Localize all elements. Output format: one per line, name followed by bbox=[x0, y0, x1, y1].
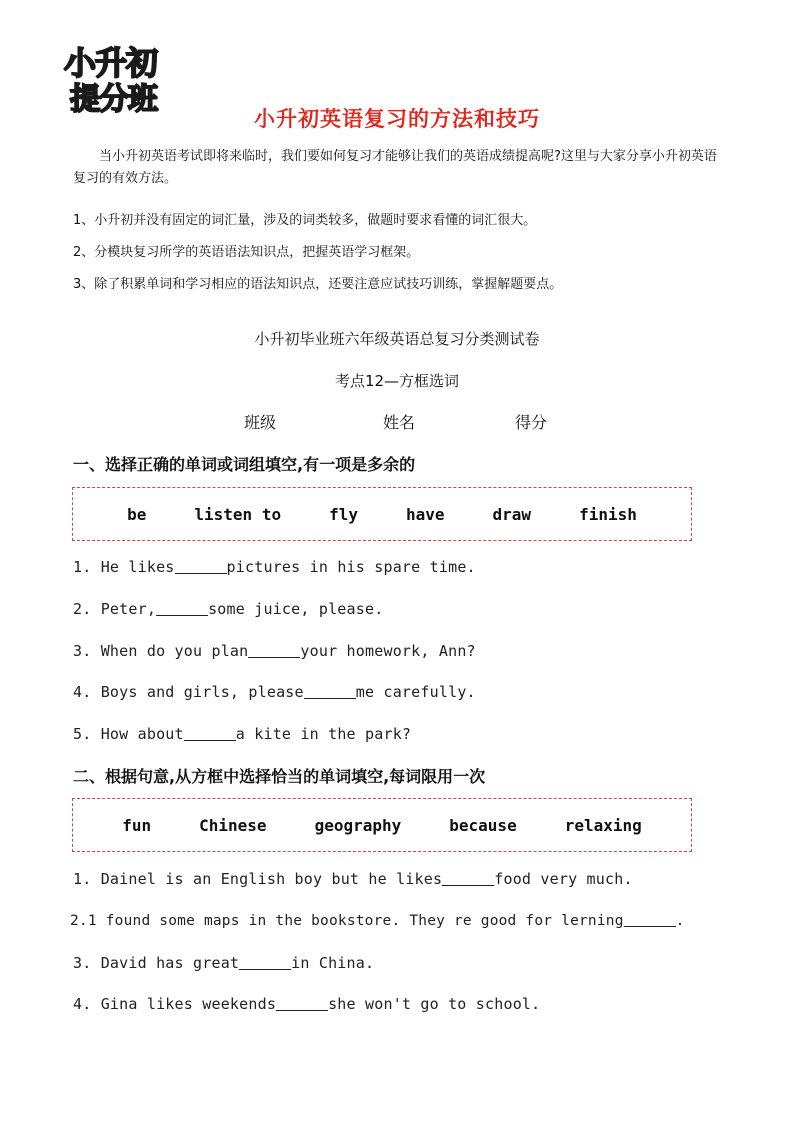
question-text: 4. Boys and girls, please bbox=[73, 683, 304, 701]
question bbox=[73, 725, 411, 743]
word-option: draw bbox=[492, 504, 532, 524]
word-option: Chinese bbox=[199, 815, 267, 835]
question-text: your homework, Ann? bbox=[300, 642, 476, 660]
answer-blank[interactable] bbox=[276, 996, 328, 1011]
question bbox=[73, 954, 374, 972]
answer-blank[interactable] bbox=[624, 912, 676, 927]
answer-blank[interactable] bbox=[442, 871, 494, 886]
question-text: 2.1 found some maps in the bookstore. They re good for lerning bbox=[70, 913, 624, 929]
tip-1: 1、小升初并没有固定的词汇量，涉及的词类较多，做题时要求看懂的词汇很大。 bbox=[73, 213, 537, 228]
question-text: food very much. bbox=[494, 870, 633, 888]
question-text: pictures in his spare time. bbox=[226, 558, 476, 576]
answer-blank[interactable] bbox=[239, 955, 291, 970]
question-text: 1. Dainel is an English boy but he likes bbox=[73, 870, 443, 888]
intro-paragraph: 当小升初英语考试即将来临时，我们要如何复习才能够让我们的英语成绩提高呢?这里与大家分享小升初英语复习的有效方法。 bbox=[73, 149, 717, 186]
answer-blank[interactable] bbox=[184, 726, 236, 741]
question-text: in China. bbox=[291, 954, 375, 972]
answer-blank[interactable] bbox=[175, 559, 227, 574]
word-option: geography bbox=[314, 815, 402, 835]
word-option: fun bbox=[122, 815, 152, 835]
question-text: . bbox=[675, 913, 685, 929]
section-2-heading: 二、根据句意,从方框中选择恰当的单词填空,每词限用一次 bbox=[73, 767, 486, 786]
answer-blank[interactable] bbox=[304, 684, 356, 699]
word-option: be bbox=[127, 504, 147, 524]
word-option: relaxing bbox=[564, 815, 642, 835]
question-text: 4. Gina likes weekends bbox=[73, 995, 277, 1013]
question bbox=[73, 642, 476, 660]
section-1-word-box bbox=[72, 487, 692, 541]
question-text: she won't go to school. bbox=[328, 995, 541, 1013]
section-1-heading: 一、选择正确的单词或词组填空,有一项是多余的 bbox=[73, 455, 416, 474]
question-text: 2. Peter, bbox=[73, 600, 157, 618]
word-option: listen to bbox=[194, 504, 282, 524]
question bbox=[73, 600, 383, 618]
question bbox=[73, 683, 476, 701]
word-option: because bbox=[449, 815, 517, 835]
test-topic: 考点12—方框选词 bbox=[334, 372, 460, 390]
tip-3: 3、除了积累单词和学习相应的语法知识点，还要注意应试技巧训练，掌握解题要点。 bbox=[73, 277, 563, 292]
section-2-word-box bbox=[72, 798, 692, 852]
question-text: 3. David has great bbox=[73, 954, 240, 972]
question bbox=[73, 995, 540, 1013]
word-option: have bbox=[406, 504, 445, 524]
tip-2: 2、分模块复习所学的英语语法知识点，把握英语学习框架。 bbox=[73, 245, 420, 260]
question-text: some juice, please. bbox=[208, 600, 384, 618]
question bbox=[70, 912, 685, 929]
question bbox=[73, 558, 476, 576]
name-field-label: 姓名 bbox=[383, 413, 416, 432]
word-option: fly bbox=[329, 504, 358, 524]
test-heading: 小升初毕业班六年级英语总复习分类测试卷 bbox=[254, 330, 540, 348]
question-text: a kite in the park? bbox=[235, 725, 412, 743]
question bbox=[73, 870, 633, 888]
class-field-label: 班级 bbox=[244, 413, 277, 432]
question-text: 5. How about bbox=[73, 725, 184, 743]
score-field-label: 得分 bbox=[515, 413, 548, 432]
question-text: 1. He likes bbox=[73, 558, 175, 576]
answer-blank[interactable] bbox=[156, 601, 208, 616]
logo-line-1: 小升初 bbox=[64, 44, 158, 82]
question-text: 3. When do you plan bbox=[73, 642, 249, 660]
answer-blank[interactable] bbox=[248, 643, 300, 658]
logo-line-2: 提分班 bbox=[70, 82, 157, 117]
word-option: finish bbox=[579, 504, 637, 524]
page-title: 小升初英语复习的方法和技巧 bbox=[254, 107, 540, 131]
question-text: me carefully. bbox=[355, 683, 476, 701]
